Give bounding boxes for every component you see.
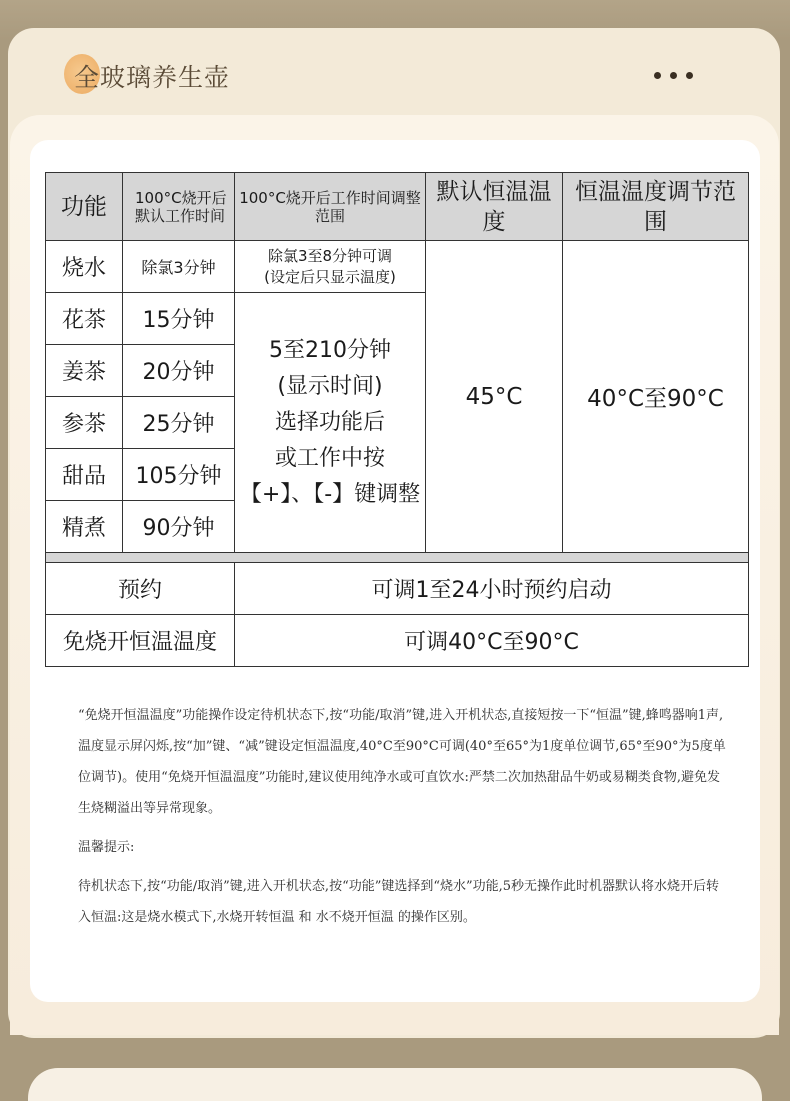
notes-paragraph: “免烧开恒温温度”功能操作设定待机状态下,按“功能/取消”键,进入开机状态,直接短按一下“恒温”键,蜂鸣器响1声,温度显示屏闪烁,按“加”键、“减”键设定恒温温度,40°C至90°C可调(40°至65°为1度单位调节,65°至90°为5度单位调节)。使用“免烧开恒温温度”功能时,建议使用纯净水或可直饮水:严禁二次加热甜品牛奶或易糊类食物,避免发生烧糊溢出等异常现象。	[78, 708, 726, 816]
row-time: 105分钟	[123, 449, 235, 501]
table-separator	[46, 553, 749, 563]
boil-range-line: (设定后只显示温度)	[264, 267, 396, 286]
table-row	[46, 563, 749, 615]
merged-range-line: (显示时间)	[277, 373, 383, 399]
more-dots-icon[interactable]	[654, 72, 693, 79]
row-time: 15分钟	[123, 293, 235, 345]
row-name: 烧水	[46, 241, 123, 293]
row-time: 20分钟	[123, 345, 235, 397]
row-name: 精煮	[46, 501, 123, 553]
table-row	[46, 615, 749, 667]
merged-range-line: 选择功能后	[274, 409, 385, 435]
spec-table	[45, 172, 749, 667]
merged-range-line: 【+】、【-】键调整	[239, 481, 421, 507]
bottom-band	[28, 1068, 762, 1101]
row-time: 25分钟	[123, 397, 235, 449]
extra-row-value: 可调40°C至90°C	[235, 615, 749, 667]
notes-paragraph: 待机状态下,按“功能/取消”键,进入开机状态,按“功能”键选择到“烧水”功能,5秒无操作此时机器默认将水烧开后转入恒温:这是烧水模式下,水烧开转恒温 和 水不烧开恒温 的操作区别。	[78, 879, 720, 925]
default-temp-value: 45°C	[426, 241, 563, 553]
header-default-time: 100°C烧开后默认工作时间	[123, 173, 235, 241]
row-name: 姜茶	[46, 345, 123, 397]
tip-label: 温馨提示:	[78, 840, 135, 855]
dot	[686, 72, 693, 79]
table-row	[46, 241, 749, 293]
header-temp-range: 恒温温度调节范围	[563, 173, 749, 241]
extra-row-name: 免烧开恒温温度	[46, 615, 235, 667]
separator-cell	[46, 553, 749, 563]
row-time: 90分钟	[123, 501, 235, 553]
row-name: 甜品	[46, 449, 123, 501]
temp-range-value: 40°C至90°C	[563, 241, 749, 553]
extra-row-name: 预约	[46, 563, 235, 615]
merged-range-line: 或工作中按	[274, 445, 385, 471]
header-function: 功能	[46, 173, 123, 241]
dot	[654, 72, 661, 79]
header-adjust-range: 100°C烧开后工作时间调整范围	[235, 173, 426, 241]
row-time: 除氯3分钟	[123, 241, 235, 293]
notes-block	[78, 700, 728, 941]
extra-row-value: 可调1至24小时预约启动	[235, 563, 749, 615]
dot	[670, 72, 677, 79]
header-default-temp: 默认恒温温度	[426, 173, 563, 241]
merged-range-cell	[235, 293, 426, 553]
merged-range-line: 5至210分钟	[269, 337, 391, 363]
page-title: 全玻璃养生壶	[74, 63, 231, 92]
boil-range-line: 除氯3至8分钟可调	[267, 246, 393, 265]
row-name: 参茶	[46, 397, 123, 449]
boil-range-cell	[235, 241, 426, 293]
table-header-row	[46, 173, 749, 241]
row-name: 花茶	[46, 293, 123, 345]
